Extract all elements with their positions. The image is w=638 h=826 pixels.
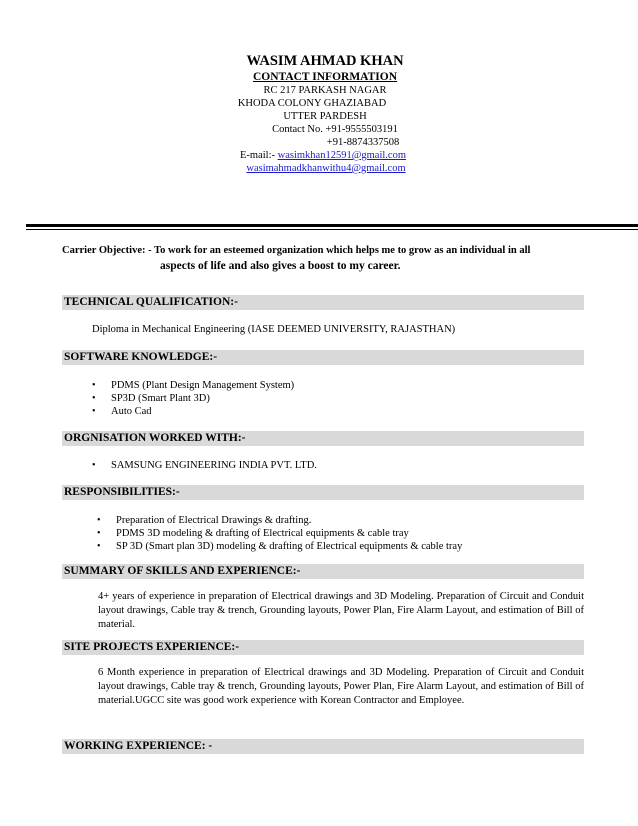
working-experience-heading: WORKING EXPERIENCE: - bbox=[62, 739, 584, 754]
list-item bbox=[92, 459, 317, 472]
responsibilities-list bbox=[97, 514, 463, 553]
list-item bbox=[97, 540, 463, 553]
bullet-icon: • bbox=[97, 528, 101, 539]
responsibilities-heading: RESPONSIBILITIES:- bbox=[62, 485, 584, 500]
address-line-3: UTTER PARDESH bbox=[283, 111, 367, 122]
header-divider-thin bbox=[26, 229, 638, 230]
organisation-heading: ORGNISATION WORKED WITH:- bbox=[62, 431, 584, 446]
bullet-icon: • bbox=[92, 460, 96, 471]
responsibility-item-label: PDMS 3D modeling & drafting of Electrical equipments & cable tray bbox=[116, 528, 409, 539]
organisation-item-label: SAMSUNG ENGINEERING INDIA PVT. LTD. bbox=[111, 460, 317, 471]
objective-line-1: Carrier Objective: - To work for an esteemed organization which helps me to grow as an individual in all bbox=[62, 245, 531, 256]
summary-text: 4+ years of experience in preparation of Electrical drawings and 3D Modeling. Preparation of Circuit and Conduit layout drawings, Cable tray & trench, Grounding layouts, Power Plan, Fire Alarm Layout, and estimation of Bill of material. bbox=[98, 591, 584, 630]
header-divider-thick bbox=[26, 224, 638, 227]
responsibility-item-label: SP 3D (Smart plan 3D) modeling & drafting of Electrical equipments & cable tray bbox=[116, 541, 463, 552]
email-line-2 bbox=[182, 162, 470, 175]
responsibility-item-label: Preparation of Electrical Drawings & drafting. bbox=[116, 515, 312, 526]
email-line bbox=[176, 149, 470, 162]
bullet-icon: • bbox=[97, 515, 101, 526]
list-item bbox=[97, 527, 462, 540]
organisation-list bbox=[92, 459, 317, 472]
bullet-icon: • bbox=[92, 380, 96, 391]
contact-number-2: +91-8874337508 bbox=[326, 137, 400, 148]
software-list bbox=[92, 379, 295, 418]
career-objective bbox=[62, 244, 602, 274]
bullet-icon: • bbox=[92, 393, 96, 404]
bullet-icon: • bbox=[92, 406, 96, 417]
email-label: E-mail:- bbox=[240, 150, 278, 161]
technical-qualification-text: Diploma in Mechanical Engineering (IASE DEEMED UNIVERSITY, RAJASTHAN) bbox=[92, 324, 456, 335]
software-knowledge-heading: SOFTWARE KNOWLEDGE:- bbox=[62, 350, 584, 365]
email-link-2[interactable]: wasimahmadkhanwithu4@gmail.com bbox=[246, 163, 406, 174]
candidate-name: WASIM AHMAD KHAN bbox=[246, 53, 404, 69]
list-item bbox=[97, 514, 462, 527]
contact-number-1: Contact No. +91-9555503191 bbox=[272, 124, 398, 135]
contact-information-heading: CONTACT INFORMATION bbox=[252, 71, 398, 83]
summary-heading: SUMMARY OF SKILLS AND EXPERIENCE:- bbox=[62, 564, 584, 579]
list-item bbox=[92, 405, 294, 418]
bullet-icon: • bbox=[97, 541, 101, 552]
site-projects-heading: SITE PROJECTS EXPERIENCE:- bbox=[62, 640, 584, 655]
technical-qualification-heading: TECHNICAL QUALIFICATION:- bbox=[62, 295, 584, 310]
software-item-label: Auto Cad bbox=[111, 406, 152, 417]
site-projects-text: 6 Month experience in preparation of Electrical drawings and 3D Modeling. Preparation of Circuit and Conduit layout drawings, Cable tray & trench, Grounding layouts, Power Plan, Fire Alarm Layout, and estimation of Bill of material.UGCC site was good work experience with Korean Contractor and Employee. bbox=[98, 667, 584, 706]
email-link-1[interactable]: wasimkhan12591@gmail.com bbox=[277, 150, 406, 161]
list-item bbox=[92, 392, 294, 405]
list-item bbox=[92, 379, 295, 392]
contact-header bbox=[180, 52, 470, 175]
address-line-2: KHODA COLONY GHAZIABAD bbox=[237, 98, 387, 109]
software-item-label: PDMS (Plant Design Management System) bbox=[111, 380, 295, 391]
software-item-label: SP3D (Smart Plant 3D) bbox=[111, 393, 210, 404]
objective-line-2: aspects of life and also gives a boost to my career. bbox=[160, 260, 401, 272]
address-line-1: RC 217 PARKASH NAGAR bbox=[263, 85, 387, 96]
